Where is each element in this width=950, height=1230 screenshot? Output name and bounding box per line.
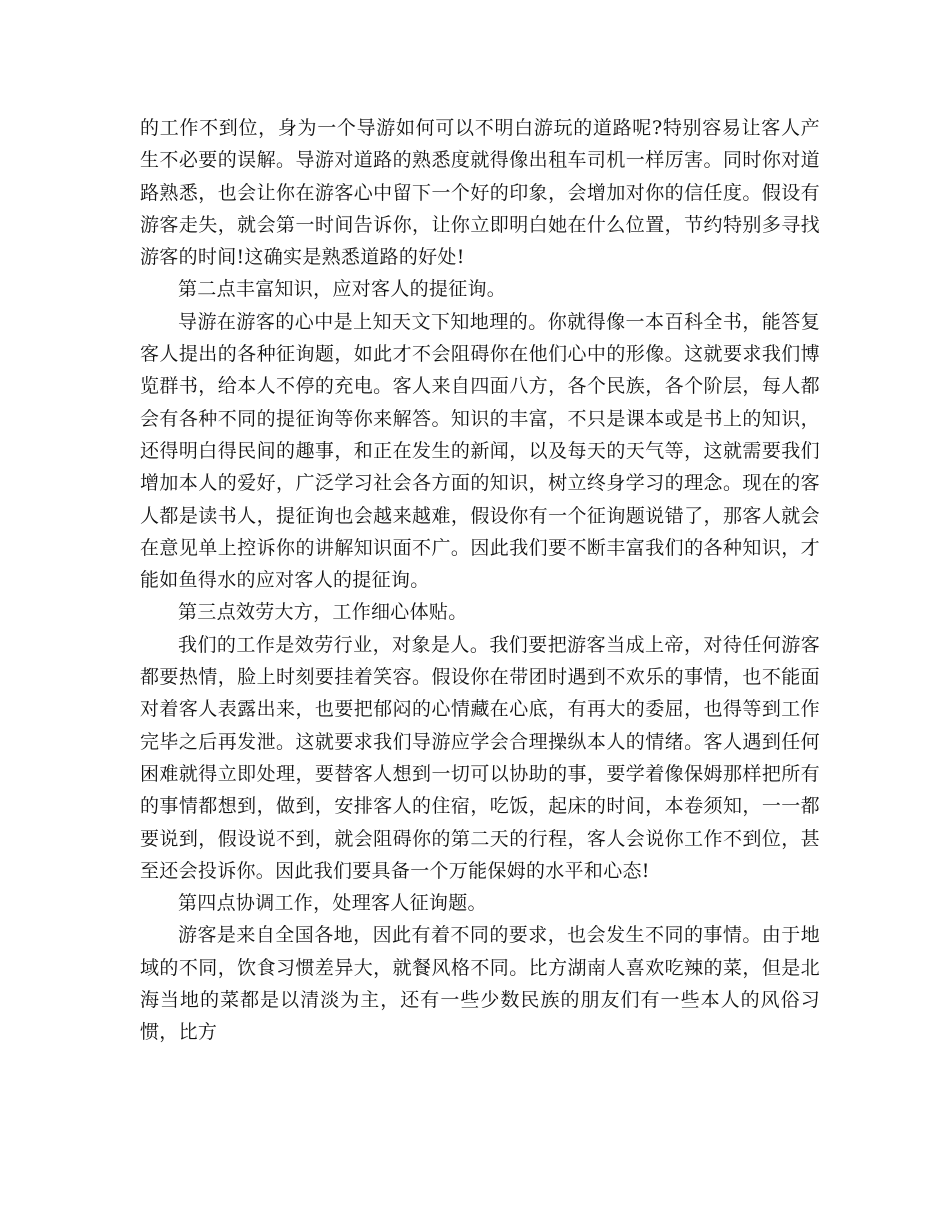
document-body — [140, 112, 820, 1049]
heading-point-two: 第二点丰富知识，应对客人的提征询。 — [178, 278, 507, 301]
paragraph-coordination: 游客是来自全国各地，因此有着不同的要求，也会发生不同的事情。由于地域的不同，饮食习惯差异大，就餐风格不同。比方湖南人喜欢吃辣的菜，但是北海当地的菜都是以清淡为主，还有一些少数民族的朋友们有一些本人的风俗习惯，比方 — [140, 924, 820, 1044]
paragraph-knowledge: 导游在游客的心中是上知天文下知地理的。你就得像一本百科全书，能答复客人提出的各种征询题，如此才不会阻碍你在他们心中的形像。这就要求我们博览群书，给本人不停的充电。客人来自四面八方，各个民族，各个阶层，每人都会有各种不同的提征询等你来解答。知识的丰富，不只是课本或是书上的知识，还得明白得民间的趣事，和正在发生的新闻，以及每天的天气等，这就需要我们增加本人的爱好，广泛学习社会各方面的知识，树立终身学习的理念。现在的客人都是读书人，提征询也会越来越难，假设你有一个征询题说错了，那客人就会在意见单上控诉你的讲解知识面不广。因此我们要不断丰富我们的各种知识，才能如鱼得水的应对客人的提征询。 — [140, 310, 820, 592]
heading-point-four: 第四点协调工作，处理客人征询题。 — [178, 892, 487, 915]
paragraph-tour-routes: 的工作不到位，身为一个导游如何可以不明白游玩的道路呢?特别容易让客人产生不必要的误解。导游对道路的熟悉度就得像出租车司机一样厉害。同时你对道路熟悉，也会让你在游客心中留下一个好的印象，会增加对你的信任度。假设有游客走失，就会第一时间告诉你，让你立即明白她在什么位置，节约特别多寻找游客的时间!这确实是熟悉道路的好处! — [140, 117, 820, 269]
paragraph-service: 我们的工作是效劳行业，对象是人。我们要把游客当成上帝，对待任何游客都要热情，脸上时刻要挂着笑容。假设你在带团时遇到不欢乐的事情，也不能面对着客人表露出来，也要把郁闷的心情藏在心底，有再大的委屈，也得等到工作完毕之后再发泄。这就要求我们导游应学会合理操纵本人的情绪。客人遇到任何困难就得立即处理，要替客人想到一切可以协助的事，要学着像保姆那样把所有的事情都想到，做到，安排客人的住宿，吃饭，起床的时间，本卷须知，一一都要说到，假设说不到，就会阻碍你的第二天的行程，客人会说你工作不到位，甚至还会投诉你。因此我们要具备一个万能保姆的水平和心态! — [140, 633, 820, 882]
heading-point-three: 第三点效劳大方，工作细心体贴。 — [178, 601, 468, 624]
